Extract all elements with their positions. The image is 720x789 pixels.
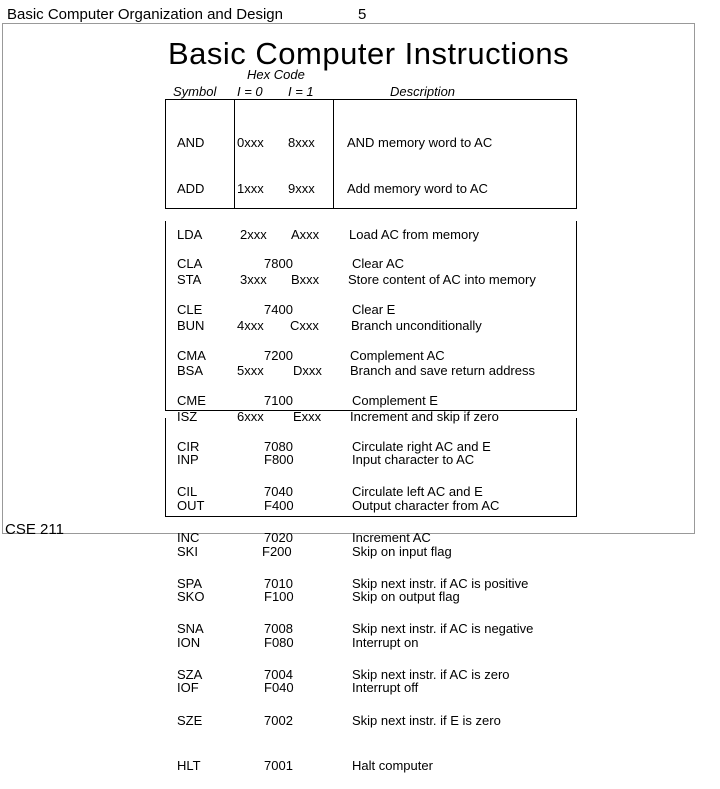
table-cell: Skip next instr. if E is zero [352, 712, 501, 728]
table-cell: F800 [264, 452, 294, 468]
table-cell: 9xxx [288, 181, 315, 197]
table-cell: IOF [177, 680, 199, 696]
table-cell: Clear E [352, 302, 396, 318]
table-cell: 7800 [264, 256, 293, 272]
table-cell: Clear AC [352, 256, 405, 272]
table-cell: F080 [264, 634, 294, 650]
table-cell: 7080 [264, 438, 293, 454]
table-cell: Skip on input flag [352, 543, 452, 559]
column-divider [234, 99, 235, 209]
table-cell: Branch unconditionally [351, 317, 482, 333]
table-cell: SKO [177, 589, 205, 605]
table-cell: AND memory word to AC [347, 135, 493, 151]
table-cell: Skip next instr. if AC is positive [352, 575, 529, 591]
table-cell: Complement E [352, 393, 438, 409]
table-cell: Cxxx [290, 317, 319, 333]
table-cell: LDA [177, 226, 203, 242]
table-cell: 6xxx [237, 409, 264, 425]
table-cell: 7008 [264, 621, 293, 637]
table-cell: 3xxx [240, 272, 267, 288]
table-cell: F040 [264, 680, 294, 696]
table-cell: INC [177, 530, 200, 546]
i1-column-header: I = 1 [288, 84, 314, 99]
table-cell: BSA [177, 363, 204, 379]
table-cell: SZA [177, 666, 203, 682]
table-cell: Complement AC [350, 347, 445, 363]
table-cell: Input character to AC [352, 452, 475, 468]
table-cell: 7010 [264, 575, 293, 591]
table-cell: 7001 [264, 758, 293, 774]
table-cell: OUT [177, 498, 205, 514]
table-cell: Exxx [293, 409, 322, 425]
table-cell: Dxxx [293, 363, 322, 379]
slide-title: Basic Computer Instructions [168, 36, 570, 71]
table-cell: SKI [177, 543, 198, 559]
table-cell: Halt computer [352, 758, 433, 774]
table-cell: AND [177, 135, 205, 151]
table-cell: Load AC from memory [349, 226, 480, 242]
table-cell: CIL [177, 484, 198, 500]
table-cell: ISZ [177, 409, 198, 425]
i0-column-header: I = 0 [237, 84, 263, 99]
table-cell: Interrupt off [352, 680, 419, 696]
table-cell: Skip on output flag [352, 589, 460, 605]
table-cell: Circulate left AC and E [352, 484, 483, 500]
table-cell: 7002 [264, 712, 293, 728]
table-cell: SPA [177, 575, 203, 591]
table-cell: 7004 [264, 666, 293, 682]
table-cell: ADD [177, 181, 205, 197]
description-column-header: Description [390, 84, 456, 99]
table-cell: 7100 [264, 393, 293, 409]
table-cell: BUN [177, 317, 205, 333]
io-symbol-column [177, 422, 204, 711]
table-cell: Circulate right AC and E [352, 438, 491, 454]
table-cell: 8xxx [288, 135, 315, 151]
table-cell: CMA [177, 347, 206, 363]
table-cell: 7040 [264, 484, 293, 500]
table-cell: 5xxx [237, 363, 264, 379]
course-code-footer: CSE 211 [5, 521, 64, 538]
table-cell: 4xxx [237, 317, 264, 333]
course-title: Basic Computer Organization and Design [7, 6, 283, 23]
table-cell: 7200 [264, 347, 293, 363]
table-cell: ION [177, 634, 201, 650]
table-cell: Skip next instr. if AC is zero [352, 666, 510, 682]
table-cell: Bxxx [291, 272, 320, 288]
table-cell: Increment and skip if zero [350, 409, 499, 425]
hex-code-header: Hex Code [247, 67, 305, 82]
table-cell: Increment AC [352, 530, 431, 546]
table-cell: Add memory word to AC [347, 181, 488, 197]
table-cell: CLE [177, 302, 203, 318]
io-hex-column [264, 422, 294, 711]
symbol-column-header: Symbol [173, 84, 217, 99]
table-cell: CIR [177, 438, 200, 454]
table-cell: Skip next instr. if AC is negative [352, 621, 534, 637]
table-cell: Interrupt on [352, 634, 419, 650]
table-cell: SZE [177, 712, 203, 728]
table-cell: 7020 [264, 530, 293, 546]
column-divider [333, 99, 334, 209]
table-cell: SNA [177, 621, 204, 637]
table-cell: F100 [264, 589, 294, 605]
table-cell: F200 [262, 543, 292, 559]
table-cell: Axxx [291, 226, 320, 242]
table-cell: 7400 [264, 302, 293, 318]
table-cell: STA [177, 272, 202, 288]
page-number: 5 [358, 6, 367, 23]
table-cell: HLT [177, 758, 201, 774]
mem-i0-column [237, 105, 267, 439]
table-cell: Branch and save return address [350, 363, 535, 379]
table-cell: Output character from AC [352, 498, 500, 514]
table-cell: INP [177, 452, 199, 468]
table-cell: F400 [264, 498, 294, 514]
table-cell: 1xxx [237, 181, 264, 197]
mem-i1-column [288, 105, 322, 439]
table-cell: 2xxx [240, 226, 267, 242]
table-cell: CME [177, 393, 206, 409]
table-cell: CLA [177, 256, 203, 272]
io-desc-column [352, 422, 499, 711]
table-cell: 0xxx [237, 135, 264, 151]
table-cell: Store content of AC into memory [348, 272, 536, 288]
